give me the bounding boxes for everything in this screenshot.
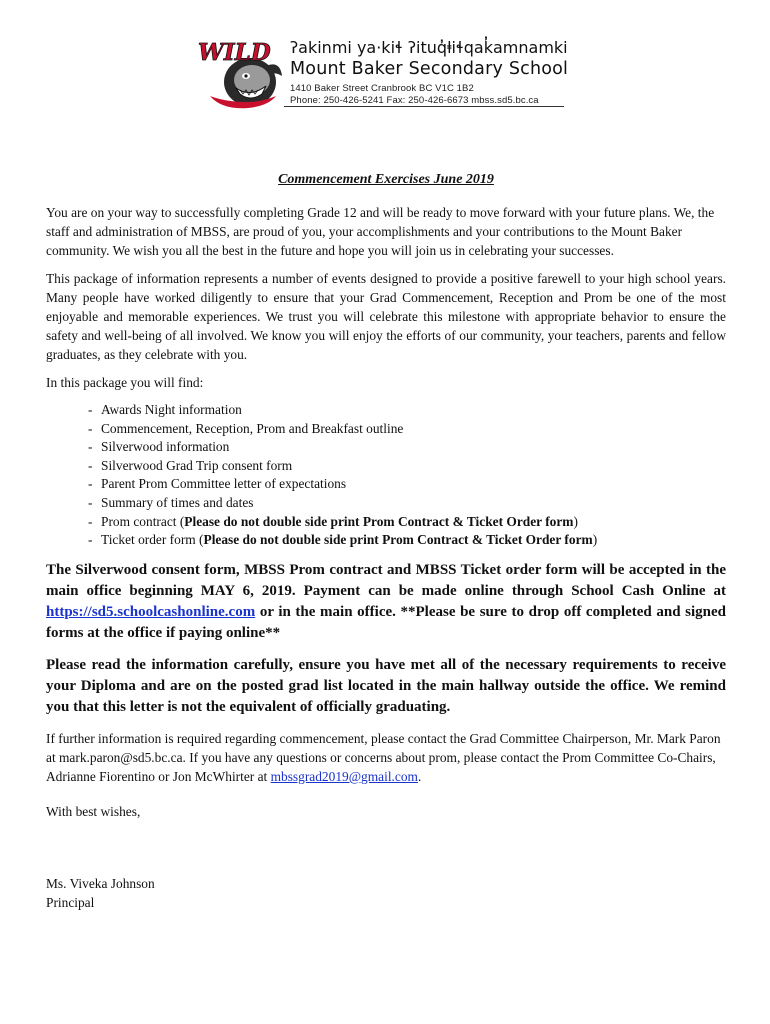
school-name-native: ʔakinmi ya·kiɬ ʔituq̓ⱡiɬqak̓amnamki (290, 38, 568, 57)
signer-name: Ms. Viveka Johnson (46, 875, 155, 891)
school-info (290, 38, 569, 107)
list-item: - Summary of times and dates (88, 494, 726, 513)
list-item: - Parent Prom Committee letter of expectations (88, 475, 726, 494)
contact-paragraph: If further information is required regarding commencement, please contact the Grad Committee Chairperson, Mr. Mark Paron at mark.paron@sd5.bc.ca. If you have any questions or concerns about prom, please contact the Prom Committee Co-Chairs, Adrianne Fiorentino or Jon McWhirter at mbssgrad2019@gmail.com. (46, 730, 721, 784)
list-item: - Silverwood information (88, 438, 726, 457)
signer-title: Principal (46, 894, 95, 910)
letterhead-divider (284, 106, 564, 107)
submission-notice: The Silverwood consent form, MBSS Prom contract and MBSS Ticket order form will be accepted in the main office beginning MAY 6, 2019. Payment can be made online through School Cash Online at https://sd5.schoolcashonline.com or in the main office. **Please be sure to drop off completed and signed forms at the office if paying online** (46, 561, 726, 641)
list-item: - Ticket order form (Please do not double side print Prom Contract & Ticket Order form) (88, 531, 726, 550)
list-item: - Prom contract (Please do not double side print Prom Contract & Ticket Order form) (88, 513, 726, 532)
school-address: 1410 Baker Street Cranbrook BC V1C 1B2 (290, 83, 474, 94)
list-item: - Silverwood Grad Trip consent form (88, 457, 726, 476)
letter-body (46, 170, 726, 912)
school-cash-online-link[interactable]: https://sd5.schoolcashonline.com (46, 603, 256, 620)
letterhead (196, 36, 568, 116)
closing: With best wishes, (46, 803, 141, 819)
diploma-notice: Please read the information carefully, ensure you have met all of the necessary requirements to receive your Diploma and are on the posted grad list located in the main hallway outside the office. We remind you that this letter is not the equivalent of officially graduating. (46, 656, 726, 715)
list-intro: In this package you will find: (46, 375, 204, 390)
grad-email-link[interactable]: mbssgrad2019@gmail.com (270, 768, 418, 784)
intro-paragraph: You are on your way to successfully completing Grade 12 and will be ready to move forward with your future plans. We, the staff and administration of MBSS, are proud of you, your accomplishments and your contributions to the Mount Baker community. We wish you all the best in the future and hope you will join us in celebrating your successes. (46, 205, 715, 258)
logo-text: WILD (198, 39, 271, 66)
package-paragraph: This package of information represents a number of events designed to provide a positive farewell to your high school years. Many people have worked diligently to ensure that your Grad Commencement, Reception and Prom be one of the most enjoyable and memorable experiences. We trust you will celebrate this milestone with appropriate behavior to ensure the safety and well-being of all involved. We know you will enjoy the efforts of our community, your teachers, parents and fellow graduates, as they celebrate with you. (46, 271, 726, 362)
document-title: Commencement Exercises June 2019 (278, 172, 494, 187)
school-name: Mount Baker Secondary School (290, 59, 569, 79)
signature-space (46, 830, 726, 874)
wild-logo-icon (196, 36, 288, 112)
package-contents-list (88, 401, 726, 550)
list-item: - Commencement, Reception, Prom and Breakfast outline (88, 420, 726, 439)
list-item: - Awards Night information (88, 401, 726, 420)
school-contact: Phone: 250-426-5241 Fax: 250-426-6673 mbss.sd5.bc.ca (290, 95, 539, 106)
